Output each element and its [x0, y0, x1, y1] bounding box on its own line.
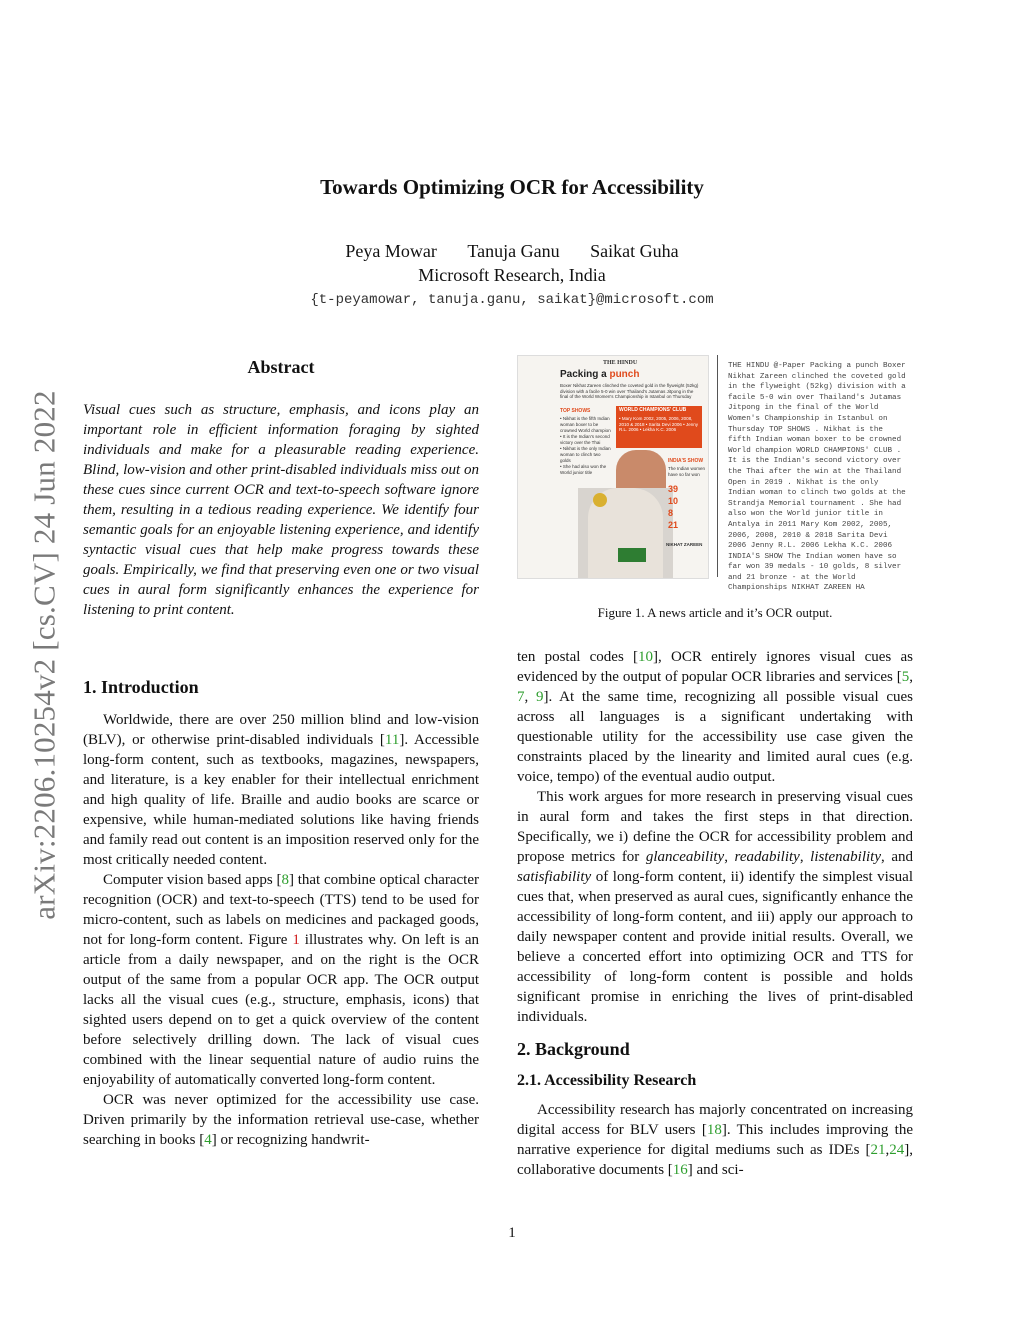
- paper-title: Towards Optimizing OCR for Accessibility: [320, 175, 704, 199]
- citation-link[interactable]: 8: [281, 872, 289, 888]
- clipping-india-stats: The Indian women have so far won: [668, 466, 706, 477]
- citation-link[interactable]: 16: [672, 1162, 688, 1178]
- clipping-deck: Boxer Nikhat Zareen clinched the coveted gold in the flyweight (52kg) division with a facile 5-0 win over Thailand's Jutamas Jitpong in the final of the World Women's Championship in Istanbul on Thursday: [560, 383, 699, 399]
- figure-caption: Figure 1. A news article and it’s OCR output.: [597, 605, 833, 620]
- gold-medal-icon: [593, 493, 607, 507]
- author: Saikat Guha: [590, 241, 679, 261]
- citation-link[interactable]: 10: [638, 649, 654, 665]
- flag-stripe: [618, 548, 646, 562]
- author: Peya Mowar: [345, 241, 437, 261]
- champions-box: [616, 406, 702, 448]
- newspaper-logo: THE HINDU: [603, 360, 638, 366]
- boxer-photo-body: [578, 488, 673, 578]
- ocr-output-text: THE HINDU @-Paper Packing a punch Boxer Nikhat Zareen clinched the coveted gold in the flyweight (52kg) division with a facile 5-0 win over Thailand's Jutamas Jitpong in the final of the World Women's Championship in Istanbul on Thursday TOP SHOWS . Nikhat is the fifth Indian woman boxer to be crowned World champion WORLD CHAMPIONS' CLUB . It is the Indian's second victory over the Thai after the win at the Thailand Open in 2019 . Nikhat is the only Indian woman to clinch two golds at the Strandja Memorial tournament . She had also won the World junior title in Antalya in 2011 Mary Kom 2002, 2005, 2006, 2008, 2010 & 2018 Sarita Devi 2006 Jenny R.L. 2006 Lekha K.C. 2006 INDIA'S SHOW The Indian women have so far won 39 medals - 10 golds, 8 silver and 21 bronze - at the World Championships NIKHAT ZAREEN HA: [728, 362, 911, 593]
- citation-link[interactable]: 4: [204, 1132, 212, 1148]
- figure-reference-link[interactable]: 1: [292, 932, 300, 948]
- champions-list: • Mary Kom 2002, 2005, 2006, 2008, 2010 & 2018 • Sarita Devi 2006 • Jenny R.L. 2006 • Lekha K.C. 2006: [619, 416, 698, 432]
- section-heading-background: 2. Background: [517, 1039, 630, 1059]
- intro-paragraph: OCR was never optimized for the accessibility use case. Driven primarily by the information retrieval use-case, whether searching in books [4] or recognizing handwrit-: [83, 1092, 479, 1148]
- intro-paragraph: ten postal codes [10], OCR entirely ignores visual cues as evidenced by the output of popular OCR libraries and services [5, 7, 9]. At the same time, recognizing all possible visual cues across all languages is a significant undertaking with questionable utility for the accessibility use case given the constraints placed by the linearity and limited aural cues (e.g. voice, tempo) of the eventual audio output.: [517, 649, 913, 785]
- abstract-heading: Abstract: [247, 357, 315, 377]
- author-emails: {t-peyamowar, tanuja.ganu, saikat}@microsoft.com: [310, 292, 714, 308]
- affiliation: Microsoft Research, India: [418, 265, 606, 285]
- citation-link[interactable]: 24: [889, 1142, 905, 1158]
- left-column: [83, 677, 479, 1150]
- bronze-count: 21: [668, 520, 679, 530]
- boxer-photo-head: [616, 450, 666, 490]
- medal-count: 39: [668, 484, 679, 494]
- background-paragraph: Accessibility research has majorly concentrated on increasing digital access for BLV users [18]. This includes improving the narrative experience for digital mediums such as IDEs [21,24], collaborative documents [16] and sci-: [517, 1102, 913, 1178]
- ocr-output-panel: [717, 355, 914, 593]
- intro-paragraph: Worldwide, there are over 250 million blind and low-vision (BLV), or otherwise print-disabled individuals [11]. Accessible long-form content, such as textbooks, magazines, newspapers, and literature, is a key enabler for their intellectual enrichment and high quality of life. Braille and audio books are scarce or expensive, while human-mediated solutions like having friends and family read out content is an imposition reserved only for the most critically needed content.: [83, 712, 479, 868]
- citation-link[interactable]: 21: [870, 1142, 886, 1158]
- citation-link[interactable]: 5: [901, 669, 910, 685]
- newspaper-clipping-image: [517, 355, 709, 579]
- citation-link[interactable]: 11: [384, 732, 400, 748]
- arxiv-id[interactable]: arXiv:2206.10254v2 [cs.CV] 24 Jun 2022: [27, 390, 62, 920]
- citation-link[interactable]: 18: [706, 1122, 722, 1138]
- clipping-indias-show: INDIA'S SHOW: [668, 458, 704, 464]
- citation-link[interactable]: 7: [517, 689, 525, 705]
- figure-1: [517, 355, 913, 593]
- subsection-heading-accessibility-research: 2.1. Accessibility Research: [517, 1072, 697, 1089]
- arxiv-sidebar: [20, 360, 70, 950]
- intro-paragraph: This work argues for more research in preserving visual cues in aural form and takes the first steps in that direction. Specifically, we i) define the OCR for accessibility problem and propose metrics for glanceability, readability, listenability, and satisfiability of long-form content, ii) identify the simplest visual cues that, when preserved as aural cues, significantly enhance the accessibility of long-form content, and iii) apply our approach to daily newspaper content and provide initial results. Overall, we believe a concerted effort into optimizing OCR and TTS for accessibility of long-form content is possible and holds significant promise in enriching the lives of print-disabled individuals.: [517, 789, 913, 1025]
- right-column: [517, 647, 913, 1180]
- champions-title: WORLD CHAMPIONS' CLUB: [619, 407, 687, 413]
- abstract-text: Visual cues such as structure, emphasis, and icons play an important role in efficient information foraging by sighted individuals and make for a pleasurable reading experience. Blind, low-vision and other print-disabled individuals miss out on these cues since current OCR and text-to-speech software ignore them, resulting in a tedious reading experience. We identify four semantic goals for an enjoyable listening experience, and identify syntactic visual cues that help make progress towards these goals. Empirically, we find that preserving even one or two visual cues in aural form significantly enhances the experience for listening to print content.: [83, 402, 479, 618]
- author: Tanuja Ganu: [467, 241, 560, 261]
- citation-link[interactable]: 9: [535, 689, 544, 705]
- author-list: [0, 241, 1024, 262]
- clipping-headline: Packing a punch: [560, 369, 640, 380]
- intro-paragraph: Computer vision based apps [8] that combine optical character recognition (OCR) and text-to-speech (TTS) tend to be used for micro-content, such as labels on medicines and packaged goods, not for long-form content. Figure 1 illustrates why. On left is an article from a daily newspaper, and on the right is the OCR output of the same from a popular OCR app. The OCR output lacks all the visual cues (e.g., structure, emphasis, icons) that sighted users depend on to get a quick overview of the content before selectively drilling down. The lack of visual cues combined with the linear sequential nature of audio ruins the enjoyability of automatically converted long-form content.: [83, 872, 479, 1088]
- boxer-name: NIKHAT ZAREEN: [666, 542, 703, 547]
- clipping-top-shows: TOP SHOWS: [560, 408, 591, 414]
- clipping-bullets: • Nikhat is the fifth Indian woman boxer to be crowned World champion • It is the Indian's second victory over the Thai • Nikhat is the only Indian woman to clinch two golds • She had also won the World junior title: [560, 416, 611, 475]
- silver-count: 8: [668, 508, 674, 518]
- section-heading-introduction: 1. Introduction: [83, 677, 199, 697]
- page-number: 1: [508, 1225, 516, 1241]
- gold-count: 10: [668, 496, 679, 506]
